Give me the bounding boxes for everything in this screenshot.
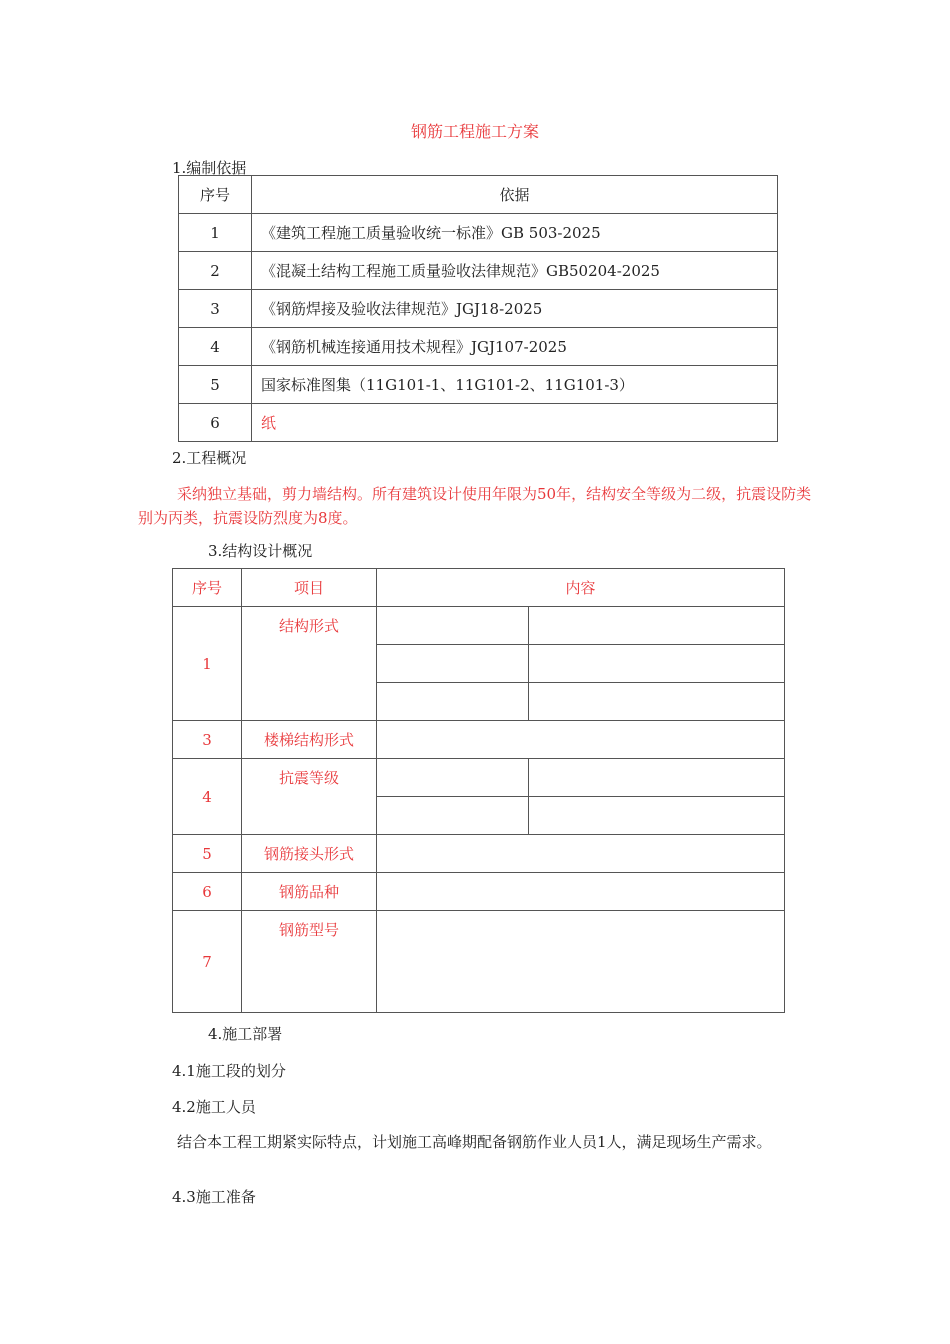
content-cell <box>377 911 785 1013</box>
content-cell <box>377 607 529 645</box>
table-row <box>173 911 785 1013</box>
section4-heading: 4.施工部署 <box>208 1025 283 1043</box>
table-row <box>173 873 785 911</box>
row-item: 钢筋型号 <box>242 911 377 1013</box>
section4-2-heading: 4.2施工人员 <box>172 1098 256 1116</box>
row-no: 1 <box>179 214 252 252</box>
row-basis: 《混凝土结构工程施工质量验收法律规范》GB50204-2025 <box>252 252 778 290</box>
content-cell <box>377 835 785 873</box>
section4-1-heading: 4.1施工段的划分 <box>172 1062 286 1080</box>
table-row <box>173 607 785 645</box>
row-item: 钢筋品种 <box>242 873 377 911</box>
row-basis: 纸 <box>252 404 778 442</box>
header-basis: 依据 <box>252 176 778 214</box>
content-cell <box>377 683 529 721</box>
content-cell <box>377 759 529 797</box>
content-cell <box>377 721 785 759</box>
content-cell <box>377 645 529 683</box>
section3-heading: 3.结构设计概况 <box>208 542 313 560</box>
table-row <box>179 290 778 328</box>
table-row <box>179 366 778 404</box>
basis-table <box>178 175 778 442</box>
table-row <box>173 721 785 759</box>
content-cell <box>529 683 785 721</box>
page-title: 钢筋工程施工方案 <box>410 122 539 141</box>
table-row <box>179 214 778 252</box>
section1-heading: 1.编制依据 <box>172 159 247 177</box>
row-no: 6 <box>179 404 252 442</box>
table-row <box>179 252 778 290</box>
header-item: 项目 <box>242 569 377 607</box>
row-item: 楼梯结构形式 <box>242 721 377 759</box>
row-basis: 《钢筋焊接及验收法律规范》JGJ18-2025 <box>252 290 778 328</box>
table-row <box>179 328 778 366</box>
row-no: 7 <box>173 911 242 1013</box>
content-cell <box>529 797 785 835</box>
table-row <box>173 835 785 873</box>
section4-2-text: 结合本工程工期紧实际特点，计划施工高峰期配备钢筋作业人员1人，满足现场生产需求。 <box>177 1133 772 1151</box>
table-row <box>173 759 785 797</box>
row-no: 6 <box>173 873 242 911</box>
section4-3-heading: 4.3施工准备 <box>172 1188 256 1206</box>
row-basis: 《钢筋机械连接通用技术规程》JGJ107-2025 <box>252 328 778 366</box>
table-header-row <box>173 569 785 607</box>
row-no: 1 <box>173 607 242 721</box>
row-no: 5 <box>173 835 242 873</box>
row-no: 2 <box>179 252 252 290</box>
row-no: 5 <box>179 366 252 404</box>
row-no: 3 <box>179 290 252 328</box>
row-no: 4 <box>179 328 252 366</box>
content-cell <box>529 759 785 797</box>
structure-table <box>172 568 785 1013</box>
header-no: 序号 <box>179 176 252 214</box>
row-no: 3 <box>173 721 242 759</box>
header-no: 序号 <box>173 569 242 607</box>
table-row <box>179 404 778 442</box>
section2-heading: 2.工程概况 <box>172 449 247 467</box>
row-item: 钢筋接头形式 <box>242 835 377 873</box>
header-content: 内容 <box>377 569 785 607</box>
section2-text: 采纳独立基础，剪力墙结构。所有建筑设计使用年限为50年，结构安全等级为二级，抗震设防类别为丙类，抗震设防烈度为8度。 <box>138 485 812 527</box>
row-no: 4 <box>173 759 242 835</box>
content-cell <box>529 607 785 645</box>
row-item: 抗震等级 <box>242 759 377 835</box>
content-cell <box>377 873 785 911</box>
table-header-row <box>179 176 778 214</box>
row-basis: 国家标准图集（11G101-1、11G101-2、11G101-3） <box>252 366 778 404</box>
row-item: 结构形式 <box>242 607 377 721</box>
content-cell <box>529 645 785 683</box>
row-basis: 《建筑工程施工质量验收统一标准》GB 503-2025 <box>252 214 778 252</box>
content-cell <box>377 797 529 835</box>
